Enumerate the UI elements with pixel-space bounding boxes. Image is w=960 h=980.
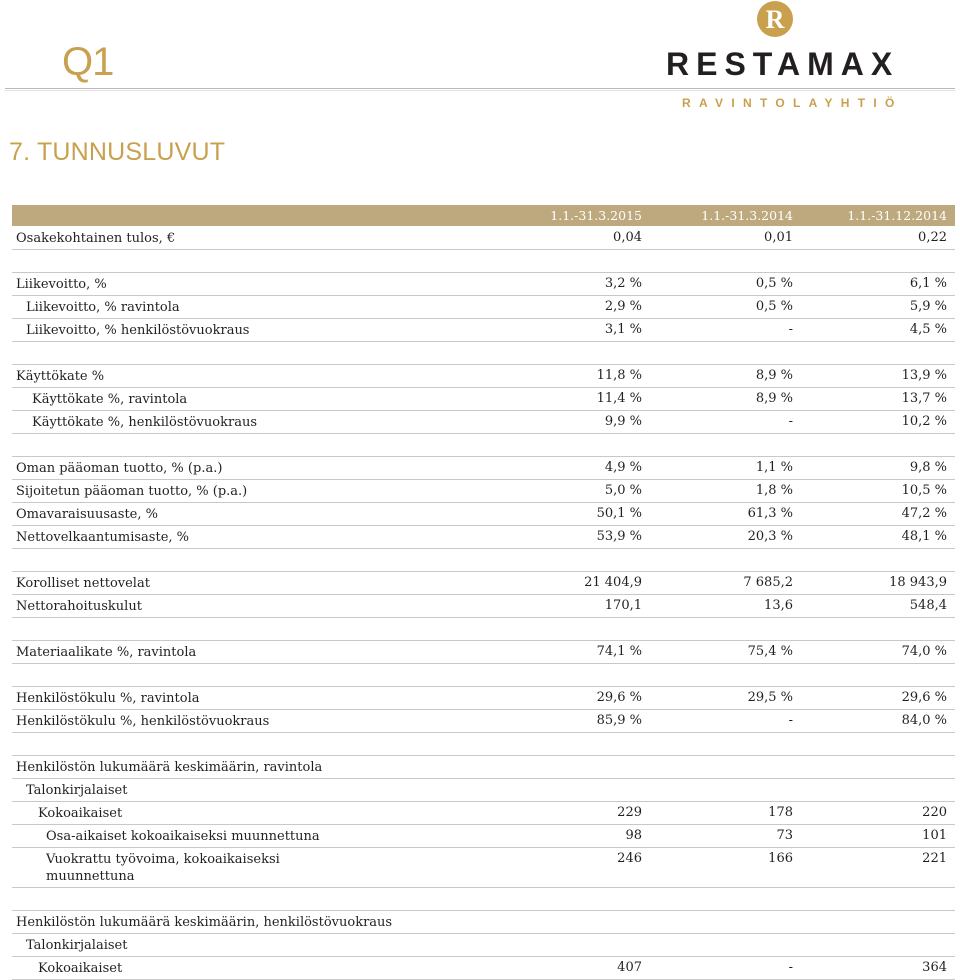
- row-value: 3,1 %: [604, 322, 642, 337]
- table-spacer-row: [12, 250, 955, 273]
- row-value: 2,9 %: [604, 299, 642, 314]
- row-value: 4,5 %: [909, 322, 947, 337]
- table-spacer-row: [12, 618, 955, 641]
- row-label: Nettovelkaantumisaste, %: [16, 530, 189, 545]
- row-value: 0,5 %: [755, 299, 793, 314]
- table-spacer-row: [12, 549, 955, 572]
- row-value: 9,8 %: [909, 460, 947, 475]
- row-value: 4,9 %: [604, 460, 642, 475]
- table-row: [12, 319, 955, 342]
- row-value: 13,9 %: [901, 368, 947, 383]
- row-label: Korolliset nettovelat: [16, 576, 150, 591]
- row-value: 29,6 %: [596, 690, 642, 705]
- table-row: [12, 457, 955, 480]
- table-row: [12, 388, 955, 411]
- row-value: 47,2 %: [901, 506, 947, 521]
- table-row: [12, 595, 955, 618]
- section-title: 7. TUNNUSLUVUT: [9, 138, 226, 166]
- key-figures-table: [12, 205, 955, 980]
- row-value: 50,1 %: [596, 506, 642, 521]
- row-value: 6,1 %: [909, 276, 947, 291]
- table-row: [12, 934, 955, 957]
- row-label: Käyttökate %, henkilöstövuokraus: [32, 415, 257, 430]
- table-row: [12, 296, 955, 319]
- row-value: 0,5 %: [755, 276, 793, 291]
- row-value: 75,4 %: [747, 644, 793, 659]
- row-label: Oman pääoman tuotto, % (p.a.): [16, 461, 223, 476]
- row-label: Osa-aikaiset kokoaikaiseksi muunnettuna: [46, 829, 320, 844]
- table-row: [12, 641, 955, 664]
- row-label: Kokoaikaiset: [38, 961, 123, 976]
- table-row: [12, 572, 955, 595]
- row-value: 13,7 %: [901, 391, 947, 406]
- row-value: 29,5 %: [747, 690, 793, 705]
- table-row: [12, 365, 955, 388]
- row-label: Käyttökate %, ravintola: [32, 392, 188, 407]
- row-label: Henkilöstökulu %, ravintola: [16, 691, 200, 706]
- row-value: 21 404,9: [584, 575, 642, 590]
- row-value: 84,0 %: [901, 713, 947, 728]
- logo-subtitle: RAVINTOLAYHTIÖ: [682, 96, 903, 110]
- table-body: [12, 227, 955, 980]
- row-value: 10,2 %: [901, 414, 947, 429]
- quarter-label: Q1: [62, 40, 114, 84]
- row-value: 229: [617, 805, 642, 820]
- row-value: 170,1: [604, 598, 642, 613]
- table-row: [12, 480, 955, 503]
- row-value: 74,0 %: [901, 644, 947, 659]
- row-value: 220: [922, 805, 947, 820]
- row-value: 48,1 %: [901, 529, 947, 544]
- row-label: Sijoitetun pääoman tuotto, % (p.a.): [16, 484, 248, 499]
- table-row: [12, 710, 955, 733]
- row-value: -: [788, 713, 793, 728]
- row-value: 101: [922, 828, 947, 843]
- table-row: [12, 411, 955, 434]
- row-label: Vuokrattu työvoima, kokoaikaiseksi muunnettuna: [46, 852, 280, 884]
- table-row: [12, 756, 955, 779]
- table-header: [12, 205, 955, 227]
- row-value: 53,9 %: [596, 529, 642, 544]
- table-row: [12, 779, 955, 802]
- row-value: 246: [617, 851, 642, 866]
- restamax-logo: [660, 0, 903, 115]
- row-label: Henkilöstökulu %, henkilöstövuokraus: [16, 714, 270, 729]
- table-spacer-row: [12, 733, 955, 756]
- row-value: 364: [922, 960, 947, 975]
- row-value: 13,6: [764, 598, 793, 613]
- row-label: Osakekohtainen tulos, €: [16, 231, 176, 246]
- row-value: 29,6 %: [901, 690, 947, 705]
- table-row: [12, 802, 955, 825]
- header-divider: [5, 88, 955, 89]
- row-label: Liikevoitto, %: [16, 277, 107, 292]
- column-header: 1.1.-31.12.2014: [847, 208, 947, 223]
- logo-r-emblem: [756, 0, 794, 38]
- row-label: Kokoaikaiset: [38, 806, 123, 821]
- row-value: 18 943,9: [889, 575, 947, 590]
- row-label: Nettorahoituskulut: [16, 599, 142, 614]
- table-row: [12, 848, 955, 888]
- row-value: 9,9 %: [604, 414, 642, 429]
- row-value: 5,9 %: [909, 299, 947, 314]
- row-value: 178: [768, 805, 793, 820]
- table-row: [12, 825, 955, 848]
- table-spacer-row: [12, 342, 955, 365]
- row-value: 0,04: [613, 230, 642, 245]
- row-value: 5,0 %: [604, 483, 642, 498]
- row-value: 7 685,2: [743, 575, 793, 590]
- table-row: [12, 227, 955, 250]
- row-value: 0,01: [764, 230, 793, 245]
- row-value: 11,8 %: [596, 368, 642, 383]
- row-value: -: [788, 414, 793, 429]
- row-value: 1,8 %: [755, 483, 793, 498]
- row-label: Talonkirjalaiset: [26, 783, 128, 798]
- row-label: Liikevoitto, % henkilöstövuokraus: [26, 323, 250, 338]
- row-value: 8,9 %: [755, 391, 793, 406]
- table-spacer-row: [12, 664, 955, 687]
- row-value: 548,4: [909, 598, 947, 613]
- row-value: 3,2 %: [604, 276, 642, 291]
- row-value: 73: [776, 828, 793, 843]
- row-label: Liikevoitto, % ravintola: [26, 300, 180, 315]
- row-value: -: [788, 960, 793, 975]
- row-value: 166: [768, 851, 793, 866]
- logo-name: RESTAMAX: [666, 46, 900, 82]
- row-label: Henkilöstön lukumäärä keskimäärin, ravintola: [16, 760, 323, 775]
- row-label: Henkilöstön lukumäärä keskimäärin, henkilöstövuokraus: [16, 915, 393, 930]
- table-row: [12, 273, 955, 296]
- row-value: 0,22: [918, 230, 947, 245]
- row-value: 98: [625, 828, 642, 843]
- row-value: 85,9 %: [596, 713, 642, 728]
- row-value: 11,4 %: [596, 391, 642, 406]
- row-value: 1,1 %: [755, 460, 793, 475]
- row-value: 221: [922, 851, 947, 866]
- row-value: -: [788, 322, 793, 337]
- row-label: Materiaalikate %, ravintola: [16, 645, 197, 660]
- row-value: 20,3 %: [747, 529, 793, 544]
- column-header: 1.1.-31.3.2014: [701, 208, 793, 223]
- row-label: Talonkirjalaiset: [26, 938, 128, 953]
- table-row: [12, 526, 955, 549]
- row-label: Käyttökate %: [16, 369, 105, 384]
- row-value: 74,1 %: [596, 644, 642, 659]
- table-row: [12, 957, 955, 980]
- logo-letter: R: [765, 5, 785, 34]
- row-value: 10,5 %: [901, 483, 947, 498]
- column-header: 1.1.-31.3.2015: [550, 208, 642, 223]
- row-value: 61,3 %: [747, 506, 793, 521]
- table-row: [12, 911, 955, 934]
- header-divider-shadow: [5, 90, 955, 91]
- table-spacer-row: [12, 888, 955, 911]
- row-value: 407: [617, 960, 642, 975]
- table-row: [12, 503, 955, 526]
- row-label: Omavaraisuusaste, %: [16, 507, 158, 522]
- row-value: 8,9 %: [755, 368, 793, 383]
- table-row: [12, 687, 955, 710]
- table-spacer-row: [12, 434, 955, 457]
